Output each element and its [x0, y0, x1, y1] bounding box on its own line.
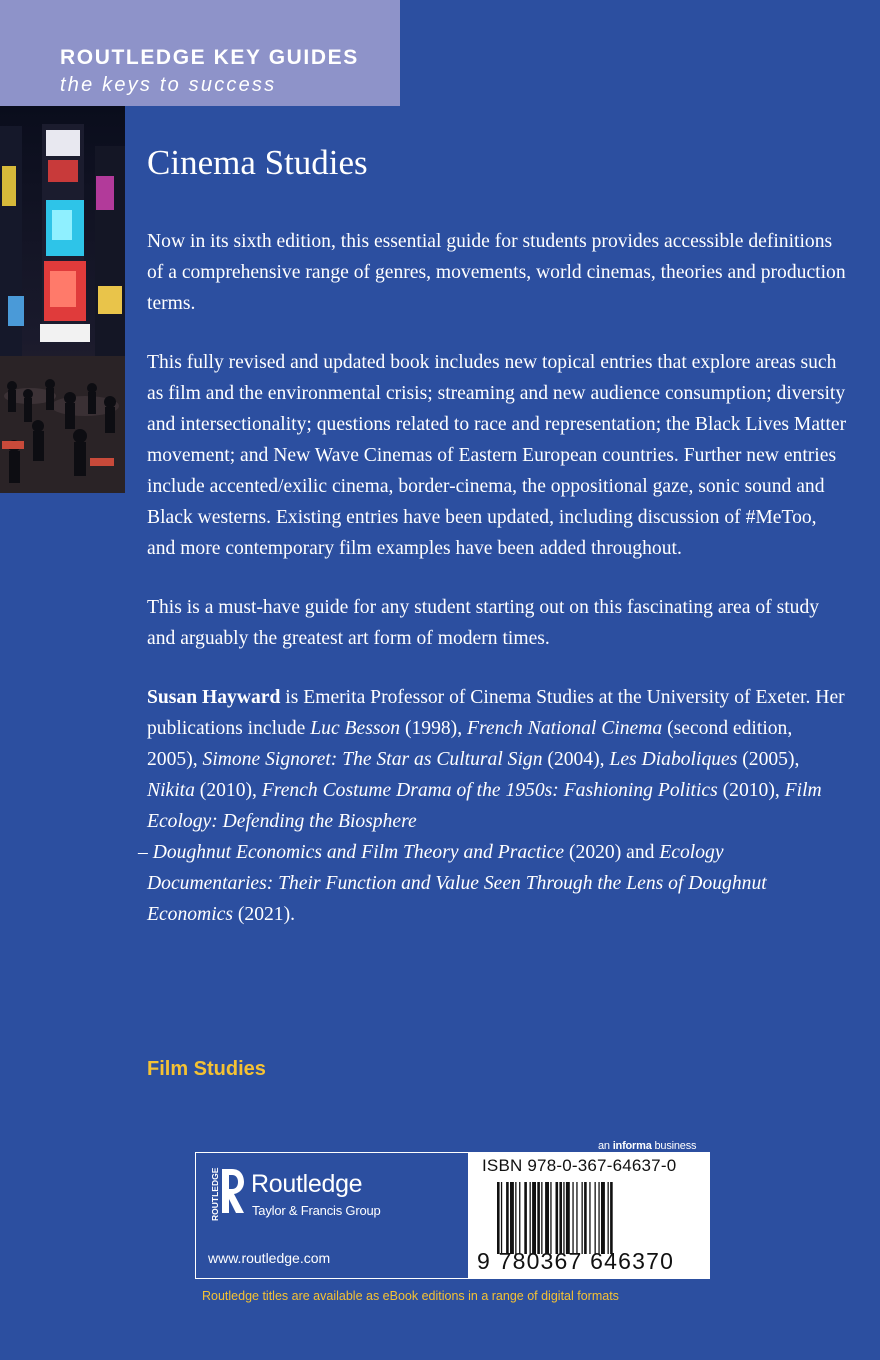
work-title: Ecology Documentaries: Their Function and Value Seen Through the Lens of Doughnut Economics	[147, 842, 767, 925]
routledge-logo-icon	[208, 1165, 246, 1223]
bio-text: (2010),	[717, 780, 785, 801]
series-band	[0, 0, 400, 106]
work-title: French Costume Drama of the 1950s: Fashioning Politics	[261, 780, 718, 801]
publisher-name: Routledge	[251, 1170, 363, 1198]
cover-photo-times-square	[0, 106, 125, 493]
bio-text: (second edition, 2005),	[147, 718, 793, 770]
series-tagline: the keys to success	[60, 74, 277, 96]
bio-text: (2004),	[542, 749, 610, 770]
work-title: Simone Signoret: The Star as Cultural Sign	[202, 749, 543, 770]
work-title: Nikita	[147, 780, 195, 801]
author-name: Susan Hayward	[147, 687, 281, 708]
informa-prefix: an	[598, 1140, 613, 1152]
isbn-label: ISBN 978-0-367-64637-0	[482, 1156, 677, 1175]
description-paragraph-2: This fully revised and updated book includes new topical entries that explore areas such as film and the environmental crisis; streaming and new audience consumption; diversity and intersectionality; questions related to race and representation; the Black Lives Matter movement; and New Wave Cinemas of Eastern European countries. Further new entries include accented/exilic cinema, border-cinema, the oppositional gaze, sonic sound and Black westerns. Existing entries have been updated, including discussion of #MeToo, and more contemporary film examples have been added throughout.	[147, 352, 847, 559]
barcode-box	[469, 1152, 710, 1279]
informa-business-tag	[598, 1140, 696, 1152]
bio-text: is Emerita Professor of Cinema Studies at the University of Exeter. Her publications include	[147, 687, 845, 739]
bio-text: (2005),	[737, 749, 800, 770]
subject-category: Film Studies	[147, 1058, 266, 1080]
bio-text: (2020) and	[564, 842, 660, 863]
publisher-group: Taylor & Francis Group	[252, 1203, 381, 1218]
work-title: French National Cinema	[467, 718, 663, 739]
bio-text: (2010),	[194, 780, 262, 801]
barcode-icon	[497, 1182, 697, 1254]
bio-text: (2021).	[232, 904, 296, 925]
isbn-digits: 9 780367 646370	[477, 1248, 675, 1274]
ebook-note: Routledge titles are available as eBook editions in a range of digital formats	[202, 1289, 619, 1303]
bio-text: (1998),	[400, 718, 467, 739]
logo-wordmark: ROUTLEDGE	[210, 1167, 220, 1221]
publisher-url[interactable]: www.routledge.com	[208, 1250, 331, 1266]
work-title: Film Ecology: Defending the Biosphere	[147, 780, 822, 832]
author-bio	[138, 682, 847, 930]
informa-bold: informa	[612, 1140, 652, 1152]
work-title: Les Diaboliques	[609, 749, 738, 770]
book-title: Cinema Studies	[147, 143, 368, 182]
work-title: Luc Besson	[310, 718, 401, 739]
city-lights-illustration	[0, 106, 125, 493]
description	[138, 226, 847, 958]
informa-suffix: business	[651, 1140, 697, 1152]
series-title: ROUTLEDGE KEY GUIDES	[60, 46, 359, 69]
description-paragraph-3: This is a must-have guide for any student starting out on this fascinating area of study and arguably the greatest art form of modern times.	[147, 597, 820, 649]
description-paragraph-1: Now in its sixth edition, this essential guide for students provides accessible definitions of a comprehensive range of genres, movements, world cinemas, theories and production terms.	[147, 231, 846, 314]
work-title: – Doughnut Economics and Film Theory and Practice	[138, 842, 565, 863]
